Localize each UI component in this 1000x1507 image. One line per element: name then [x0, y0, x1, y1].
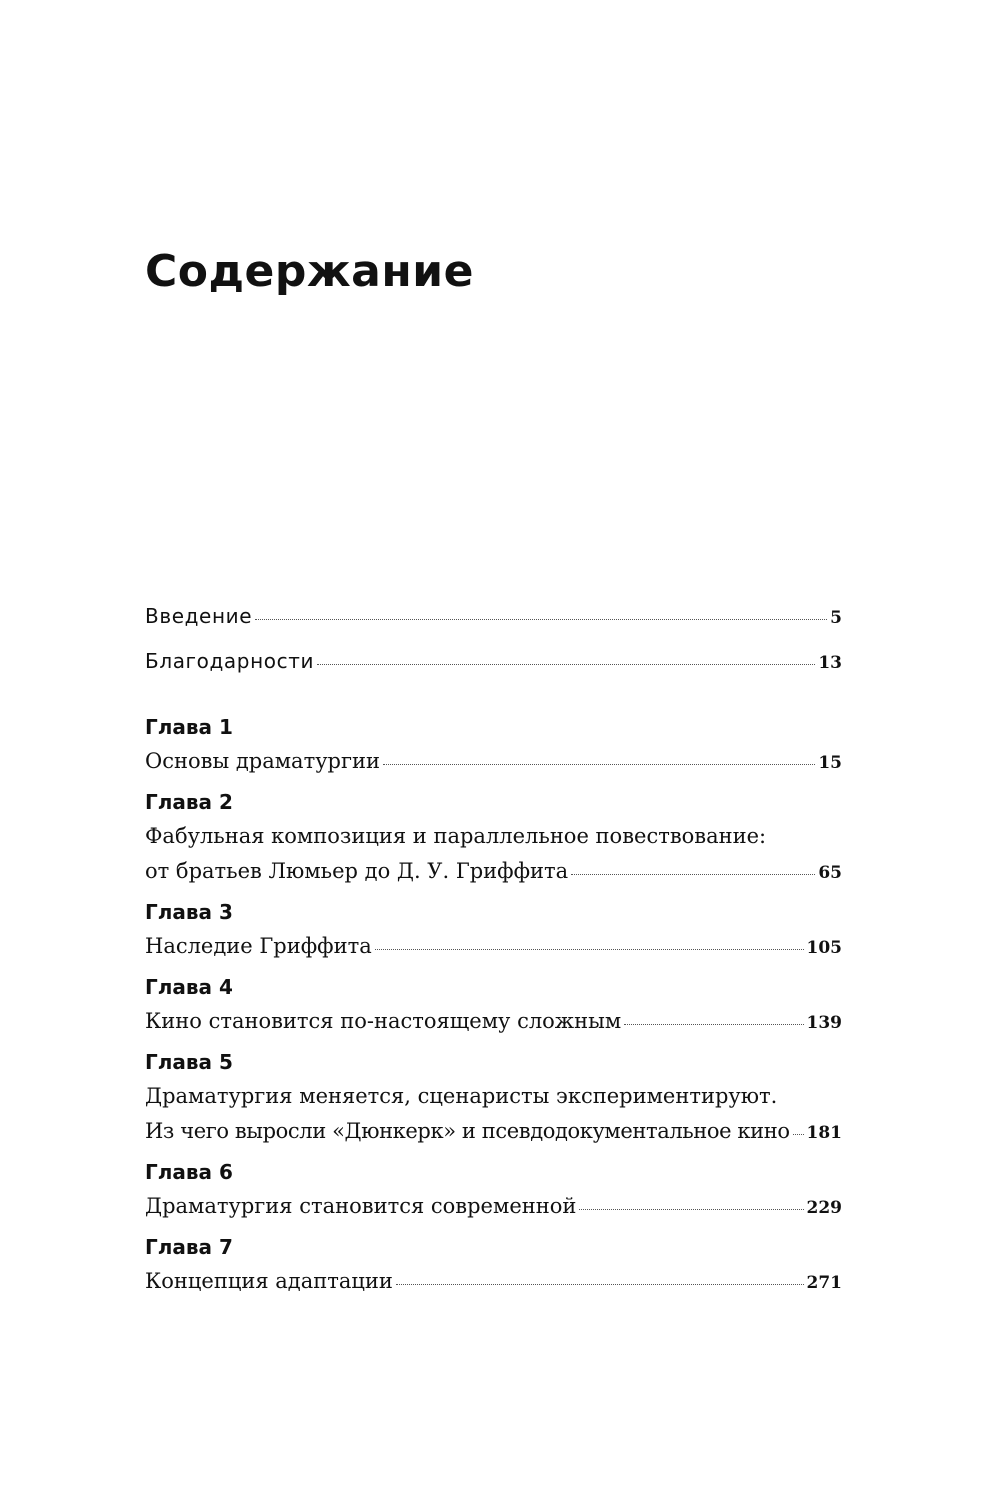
chapter-label: Глава 3 — [145, 900, 233, 924]
dot-leader — [396, 1284, 804, 1285]
toc-page-number: 181 — [806, 1123, 842, 1143]
toc-chapter-entry[interactable] — [145, 744, 842, 779]
page-title: Содержание — [145, 246, 474, 297]
toc-page-number: 13 — [818, 653, 842, 673]
chapter-label: Глава 7 — [145, 1235, 233, 1259]
toc-page-number: 139 — [806, 1013, 842, 1033]
toc-chapter-entry[interactable] — [145, 929, 842, 964]
dot-leader — [571, 874, 815, 875]
toc-chapter-3 — [145, 896, 842, 964]
chapter-title: Фабульная композиция и параллельное повествование: — [145, 824, 767, 848]
toc-chapter-entry[interactable] — [145, 1264, 842, 1299]
chapter-title-line — [145, 1079, 842, 1114]
dot-leader — [317, 664, 815, 665]
toc-page-number: 105 — [806, 938, 842, 958]
toc-entry-title: Благодарности — [145, 649, 315, 673]
toc-chapters-section — [145, 711, 842, 1299]
dot-leader — [624, 1024, 803, 1025]
dot-leader — [793, 1134, 804, 1135]
chapter-label: Глава 5 — [145, 1050, 233, 1074]
toc-entry-title: Введение — [145, 604, 253, 628]
chapter-label: Глава 2 — [145, 790, 233, 814]
chapter-label: Глава 6 — [145, 1160, 233, 1184]
toc-chapter-5 — [145, 1046, 842, 1149]
table-of-contents — [145, 604, 842, 1299]
toc-chapter-1 — [145, 711, 842, 779]
dot-leader — [579, 1209, 803, 1210]
toc-chapter-7 — [145, 1231, 842, 1299]
toc-chapter-entry[interactable] — [145, 854, 842, 889]
chapter-title: Из чего выросли «Дюнкерк» и псевдодокументальное кино — [145, 1119, 790, 1143]
chapter-label: Глава 1 — [145, 715, 233, 739]
chapter-title: Наследие Гриффита — [145, 934, 372, 958]
chapter-label: Глава 4 — [145, 975, 233, 999]
toc-chapter-2 — [145, 786, 842, 889]
toc-chapter-entry[interactable] — [145, 1004, 842, 1039]
toc-chapter-6 — [145, 1156, 842, 1224]
section-spacer — [145, 694, 842, 711]
chapter-title: Концепция адаптации — [145, 1269, 393, 1293]
chapter-title: Драматургия меняется, сценаристы экспериментируют. — [145, 1084, 778, 1108]
toc-page-number: 229 — [806, 1198, 842, 1218]
dot-leader — [255, 619, 827, 620]
toc-entry-acknowledgements[interactable] — [145, 649, 842, 694]
chapter-title: Кино становится по-настоящему сложным — [145, 1009, 622, 1033]
chapter-title: Основы драматургии — [145, 749, 380, 773]
toc-page-number: 5 — [830, 608, 842, 628]
toc-entry-introduction[interactable] — [145, 604, 842, 649]
toc-chapter-entry[interactable] — [145, 1114, 842, 1149]
chapter-title-line — [145, 819, 842, 854]
dot-leader — [383, 764, 815, 765]
toc-chapter-4 — [145, 971, 842, 1039]
toc-page-number: 65 — [818, 863, 842, 883]
toc-page-number: 15 — [818, 753, 842, 773]
chapter-title: Драматургия становится современной — [145, 1194, 577, 1218]
chapter-title: от братьев Люмьер до Д. У. Гриффита — [145, 859, 569, 883]
toc-chapter-entry[interactable] — [145, 1189, 842, 1224]
toc-page-number: 271 — [806, 1273, 842, 1293]
toc-intro-section — [145, 604, 842, 694]
dot-leader — [375, 949, 804, 950]
